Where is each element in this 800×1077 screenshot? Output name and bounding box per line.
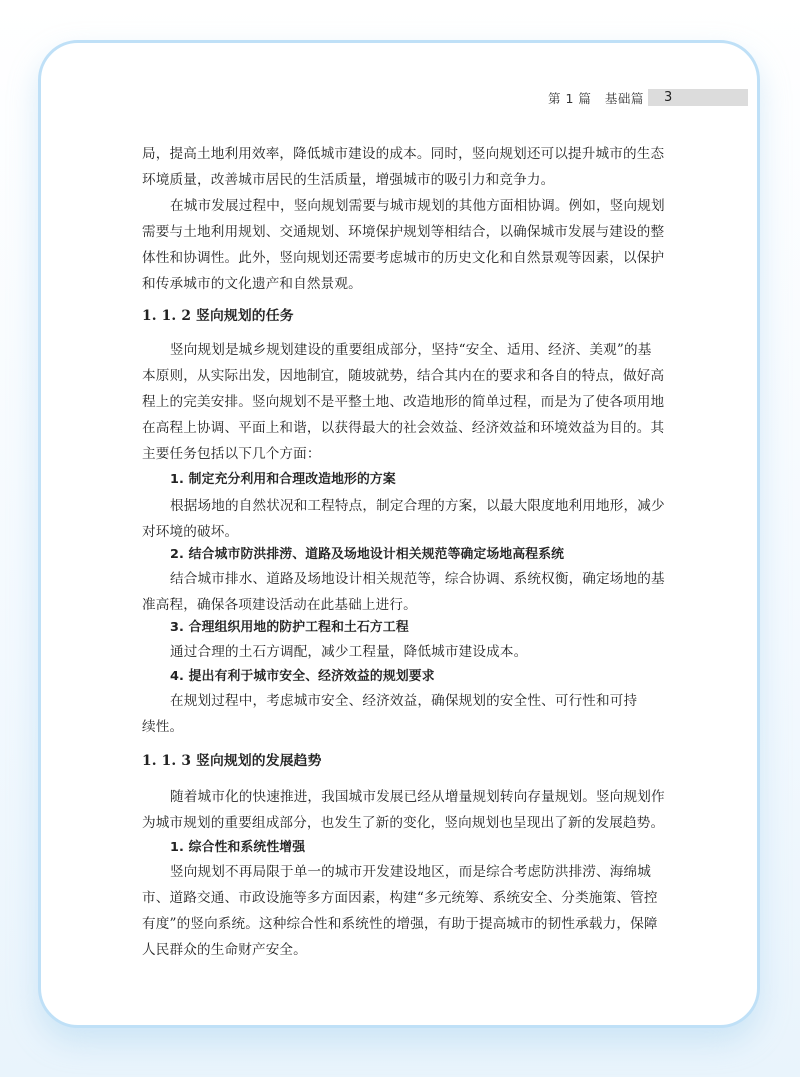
section-heading: 1. 1. 2 竖向规划的任务 <box>142 308 294 324</box>
subsection-heading: 1. 综合性和系统性增强 <box>170 840 306 855</box>
paragraph-line: 需要与土地利用规划、交通规划、环境保护规划等相结合，以确保城市发展与建设的整 <box>142 224 665 240</box>
paragraph-line: 环境质量，改善城市居民的生活质量，增强城市的吸引力和竞争力。 <box>142 172 555 188</box>
paragraph-line: 和传承城市的文化遗产和自然景观。 <box>142 276 362 292</box>
paragraph-line: 局，提高土地利用效率，降低城市建设的成本。同时，竖向规划还可以提升城市的生态 <box>142 146 665 162</box>
paragraph-line: 在城市发展过程中，竖向规划需要与城市规划的其他方面相协调。例如，竖向规划 <box>170 198 665 214</box>
running-header: 第 1 篇 基础篇 <box>548 91 644 106</box>
paragraph-line: 结合城市排水、道路及场地设计相关规范等，综合协调、系统权衡，确定场地的基 <box>170 571 665 587</box>
paragraph-line: 对环境的破坏。 <box>142 524 239 540</box>
paragraph-line: 在规划过程中，考虑城市安全、经济效益，确保规划的安全性、可行性和可持 <box>170 693 638 709</box>
page-number-box <box>648 89 748 106</box>
paragraph-line: 在高程上协调、平面上和谐，以获得最大的社会效益、经济效益和环境效益为目的。其 <box>142 420 665 436</box>
paragraph-line: 竖向规划不再局限于单一的城市开发建设地区，而是综合考虑防洪排涝、海绵城 <box>170 864 652 880</box>
paragraph-line: 随着城市化的快速推进，我国城市发展已经从增量规划转向存量规划。竖向规划作 <box>170 789 665 805</box>
paragraph-line: 为城市规划的重要组成部分，也发生了新的变化，竖向规划也呈现出了新的发展趋势。 <box>142 815 665 831</box>
paragraph-line: 竖向规划是城乡规划建设的重要组成部分，坚持“安全、适用、经济、美观”的基 <box>170 342 652 358</box>
section-heading: 1. 1. 3 竖向规划的发展趋势 <box>142 753 322 769</box>
paragraph-line: 主要任务包括以下几个方面： <box>142 446 321 462</box>
subsection-heading: 4. 提出有利于城市安全、经济效益的规划要求 <box>170 669 435 684</box>
paragraph-line: 有度”的竖向系统。这种综合性和系统性的增强，有助于提高城市的韧性承载力，保障 <box>142 916 658 932</box>
subsection-heading: 2. 结合城市防洪排涝、道路及场地设计相关规范等确定场地高程系统 <box>170 547 565 562</box>
paragraph-line: 人民群众的生命财产安全。 <box>142 942 307 958</box>
paragraph-line: 通过合理的土石方调配，减少工程量，降低城市建设成本。 <box>170 644 528 660</box>
paragraph-line: 准高程，确保各项建设活动在此基础上进行。 <box>142 597 417 613</box>
paragraph-line: 程上的完美安排。竖向规划不是平整土地、改造地形的简单过程，而是为了使各项用地 <box>142 394 665 410</box>
paragraph-line: 市、道路交通、市政设施等多方面因素，构建“多元统筹、系统安全、分类施策、管控 <box>142 890 658 906</box>
paragraph-line: 续性。 <box>142 719 184 735</box>
subsection-heading: 1. 制定充分利用和合理改造地形的方案 <box>170 472 396 487</box>
paragraph-line: 体性和协调性。此外，竖向规划还需要考虑城市的历史文化和自然景观等因素，以保护 <box>142 250 665 266</box>
subsection-heading: 3. 合理组织用地的防护工程和土石方工程 <box>170 620 409 635</box>
paragraph-line: 根据场地的自然状况和工程特点，制定合理的方案，以最大限度地利用地形，减少 <box>170 498 665 514</box>
page-number: 3 <box>664 90 673 105</box>
paragraph-line: 本原则，从实际出发，因地制宜，随坡就势，结合其内在的要求和各自的特点，做好高 <box>142 368 665 384</box>
